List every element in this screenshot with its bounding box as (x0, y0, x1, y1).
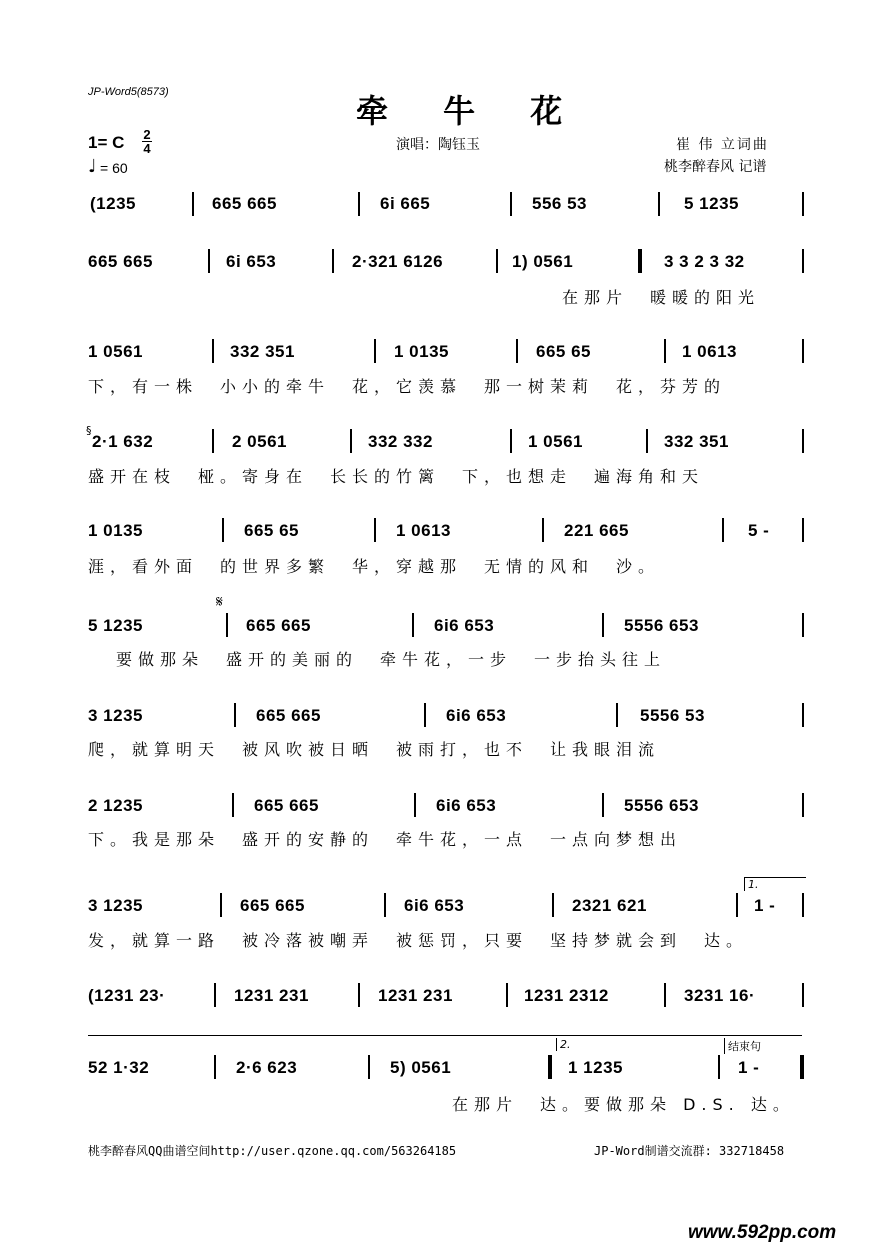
singer: 演唱：陶钰玉 (396, 137, 480, 153)
measure-8-2: 665 665 (254, 796, 319, 815)
barline (510, 429, 512, 453)
lyricist: 崔 伟 立词曲 (676, 137, 769, 153)
measure-8-4: 5556 653 (624, 796, 699, 815)
segno-icon: 𝄋 (216, 592, 223, 611)
footer-right: JP-Word制谱交流群: 332718458 (594, 1144, 785, 1158)
transcriber: 桃李醉春风 记谱 (664, 159, 767, 175)
measure-2-2: 6i 653 (226, 252, 277, 271)
repeat-barline (638, 249, 642, 273)
measure-3-3: 1 0135 (394, 342, 449, 361)
barline (496, 249, 498, 273)
measure-8-1: 2 1235 (88, 796, 143, 815)
barline (332, 249, 334, 273)
barline (802, 192, 804, 216)
lyrics-row-6: 要做那朵 盛开的美丽的 牵牛花，一步 一步抬头往上 (116, 650, 667, 669)
site-watermark: www.592pp.com (688, 1222, 837, 1243)
tempo: = 60 (100, 160, 128, 176)
barline (664, 983, 666, 1007)
measure-4-1: 2·1 632 (92, 432, 154, 451)
measure-9-2: 665 665 (240, 896, 305, 915)
final-barline (800, 1055, 804, 1079)
barline (208, 249, 210, 273)
end-phrase-bracket: 结束句 (724, 1038, 802, 1054)
footer-left: 桃李醉春风QQ曲谱空间http://user.qzone.qq.com/563264185 (88, 1144, 457, 1158)
barline (658, 192, 660, 216)
measure-7-1: 3 1235 (88, 706, 143, 725)
measure-2-1: 665 665 (88, 252, 153, 271)
measure-3-2: 332 351 (230, 342, 295, 361)
barline (220, 893, 222, 917)
barline (214, 983, 216, 1007)
measure-11-3: 5) 0561 (390, 1058, 452, 1077)
barline (802, 703, 804, 727)
barline (350, 429, 352, 453)
time-signature (142, 128, 152, 155)
time-bottom: 4 (143, 141, 151, 156)
barline (384, 893, 386, 917)
measure-2-4: 1) 0561 (512, 252, 574, 271)
ending-1-bracket: 1. (744, 877, 806, 891)
measure-3-4: 665 65 (536, 342, 591, 361)
measure-7-2: 665 665 (256, 706, 321, 725)
software-label: JP-Word5(8573) (88, 86, 169, 98)
measure-11-5: 1 - (738, 1058, 760, 1077)
measure-5-5: 5 - (748, 521, 770, 540)
quarter-note-icon: ♩ (88, 156, 97, 177)
ending-2-bracket: 2. (556, 1038, 710, 1051)
repeat-mark: § (86, 424, 92, 437)
time-top: 2 (143, 127, 151, 142)
divider-line (88, 1035, 802, 1036)
barline (506, 983, 508, 1007)
lyrics-row-4: 盛开在枝 桠。寄身在 长长的竹篱 下，也想走 遍海角和天 (88, 467, 705, 486)
lyrics-row-2: 在那片 暖暖的阳光 (562, 288, 761, 307)
barline (602, 793, 604, 817)
lyrics-row-11: 在那片 达。要做那朵 D.S. 达。 (452, 1095, 795, 1114)
measure-9-3: 6i6 653 (404, 896, 465, 915)
measure-11-1: 52 1·32 (88, 1058, 150, 1077)
lyrics-row-3: 下，有一株 小小的牵牛 花，它羡慕 那一树茉莉 花，芬芳的 (88, 377, 727, 396)
barline (412, 613, 414, 637)
barline (722, 518, 724, 542)
barline (802, 339, 804, 363)
measure-3-5: 1 0613 (682, 342, 737, 361)
measure-5-4: 221 665 (564, 521, 629, 540)
barline (226, 613, 228, 637)
measure-6-1: 5 1235 (88, 616, 143, 635)
measure-2-3: 2·321 6126 (352, 252, 444, 271)
measure-1-3: 6i 665 (380, 194, 431, 213)
barline (212, 339, 214, 363)
barline (664, 339, 666, 363)
measure-11-2: 2·6 623 (236, 1058, 298, 1077)
measure-7-3: 6i6 653 (446, 706, 507, 725)
barline (542, 518, 544, 542)
barline (516, 339, 518, 363)
measure-10-4: 1231 2312 (524, 986, 609, 1005)
measure-4-2: 2 0561 (232, 432, 287, 451)
measure-11-4: 1 1235 (568, 1058, 623, 1077)
barline (232, 793, 234, 817)
measure-4-3: 332 332 (368, 432, 433, 451)
measure-4-5: 332 351 (664, 432, 729, 451)
lyrics-row-9: 发，就算一路 被冷落被嘲弄 被惩罚，只要 坚持梦就会到 达。 (88, 931, 749, 950)
lyrics-row-7: 爬，就算明天 被风吹被日晒 被雨打，也不 让我眼泪流 (88, 740, 661, 759)
measure-3-1: 1 0561 (88, 342, 143, 361)
key-signature: 1= C (88, 133, 125, 152)
barline (414, 793, 416, 817)
lyrics-row-5: 涯，看外面 的世界多繁 华，穿越那 无情的风和 沙。 (88, 557, 661, 576)
lyrics-row-8: 下。我是那朵 盛开的安静的 牵牛花，一点 一点向梦想出 (88, 830, 683, 849)
barline (802, 249, 804, 273)
measure-6-2: 665 665 (246, 616, 311, 635)
measure-10-5: 3231 16· (684, 986, 756, 1005)
barline (802, 983, 804, 1007)
measure-1-2: 665 665 (212, 194, 277, 213)
measure-5-1: 1 0135 (88, 521, 143, 540)
measure-10-3: 1231 231 (378, 986, 453, 1005)
barline (424, 703, 426, 727)
barline (214, 1055, 216, 1079)
barline (736, 893, 738, 917)
measure-4-4: 1 0561 (528, 432, 583, 451)
measure-10-2: 1231 231 (234, 986, 309, 1005)
barline (358, 983, 360, 1007)
measure-1-4: 556 53 (532, 194, 587, 213)
barline (510, 192, 512, 216)
barline (552, 893, 554, 917)
barline (802, 613, 804, 637)
barline (358, 192, 360, 216)
repeat-end-barline (548, 1055, 552, 1079)
barline (368, 1055, 370, 1079)
song-title: 牵 牛 花 (356, 92, 585, 130)
barline (234, 703, 236, 727)
measure-6-3: 6i6 653 (434, 616, 495, 635)
barline (802, 893, 804, 917)
barline (212, 429, 214, 453)
barline (802, 793, 804, 817)
measure-5-3: 1 0613 (396, 521, 451, 540)
barline (374, 518, 376, 542)
measure-2-5: 3 3 2 3 32 (664, 252, 745, 271)
measure-5-2: 665 65 (244, 521, 299, 540)
barline (222, 518, 224, 542)
barline (602, 613, 604, 637)
measure-9-4: 2321 621 (572, 896, 647, 915)
barline (192, 192, 194, 216)
measure-9-1: 3 1235 (88, 896, 143, 915)
measure-9-5: 1 - (754, 896, 776, 915)
measure-6-4: 5556 653 (624, 616, 699, 635)
barline (802, 429, 804, 453)
barline (802, 518, 804, 542)
measure-7-4: 5556 53 (640, 706, 705, 725)
measure-10-1: (1231 23· (88, 986, 166, 1005)
barline (616, 703, 618, 727)
measure-8-3: 6i6 653 (436, 796, 497, 815)
barline (374, 339, 376, 363)
barline (718, 1055, 720, 1079)
barline (646, 429, 648, 453)
measure-1-5: 5 1235 (684, 194, 739, 213)
measure-1-1: (1235 (90, 194, 136, 213)
